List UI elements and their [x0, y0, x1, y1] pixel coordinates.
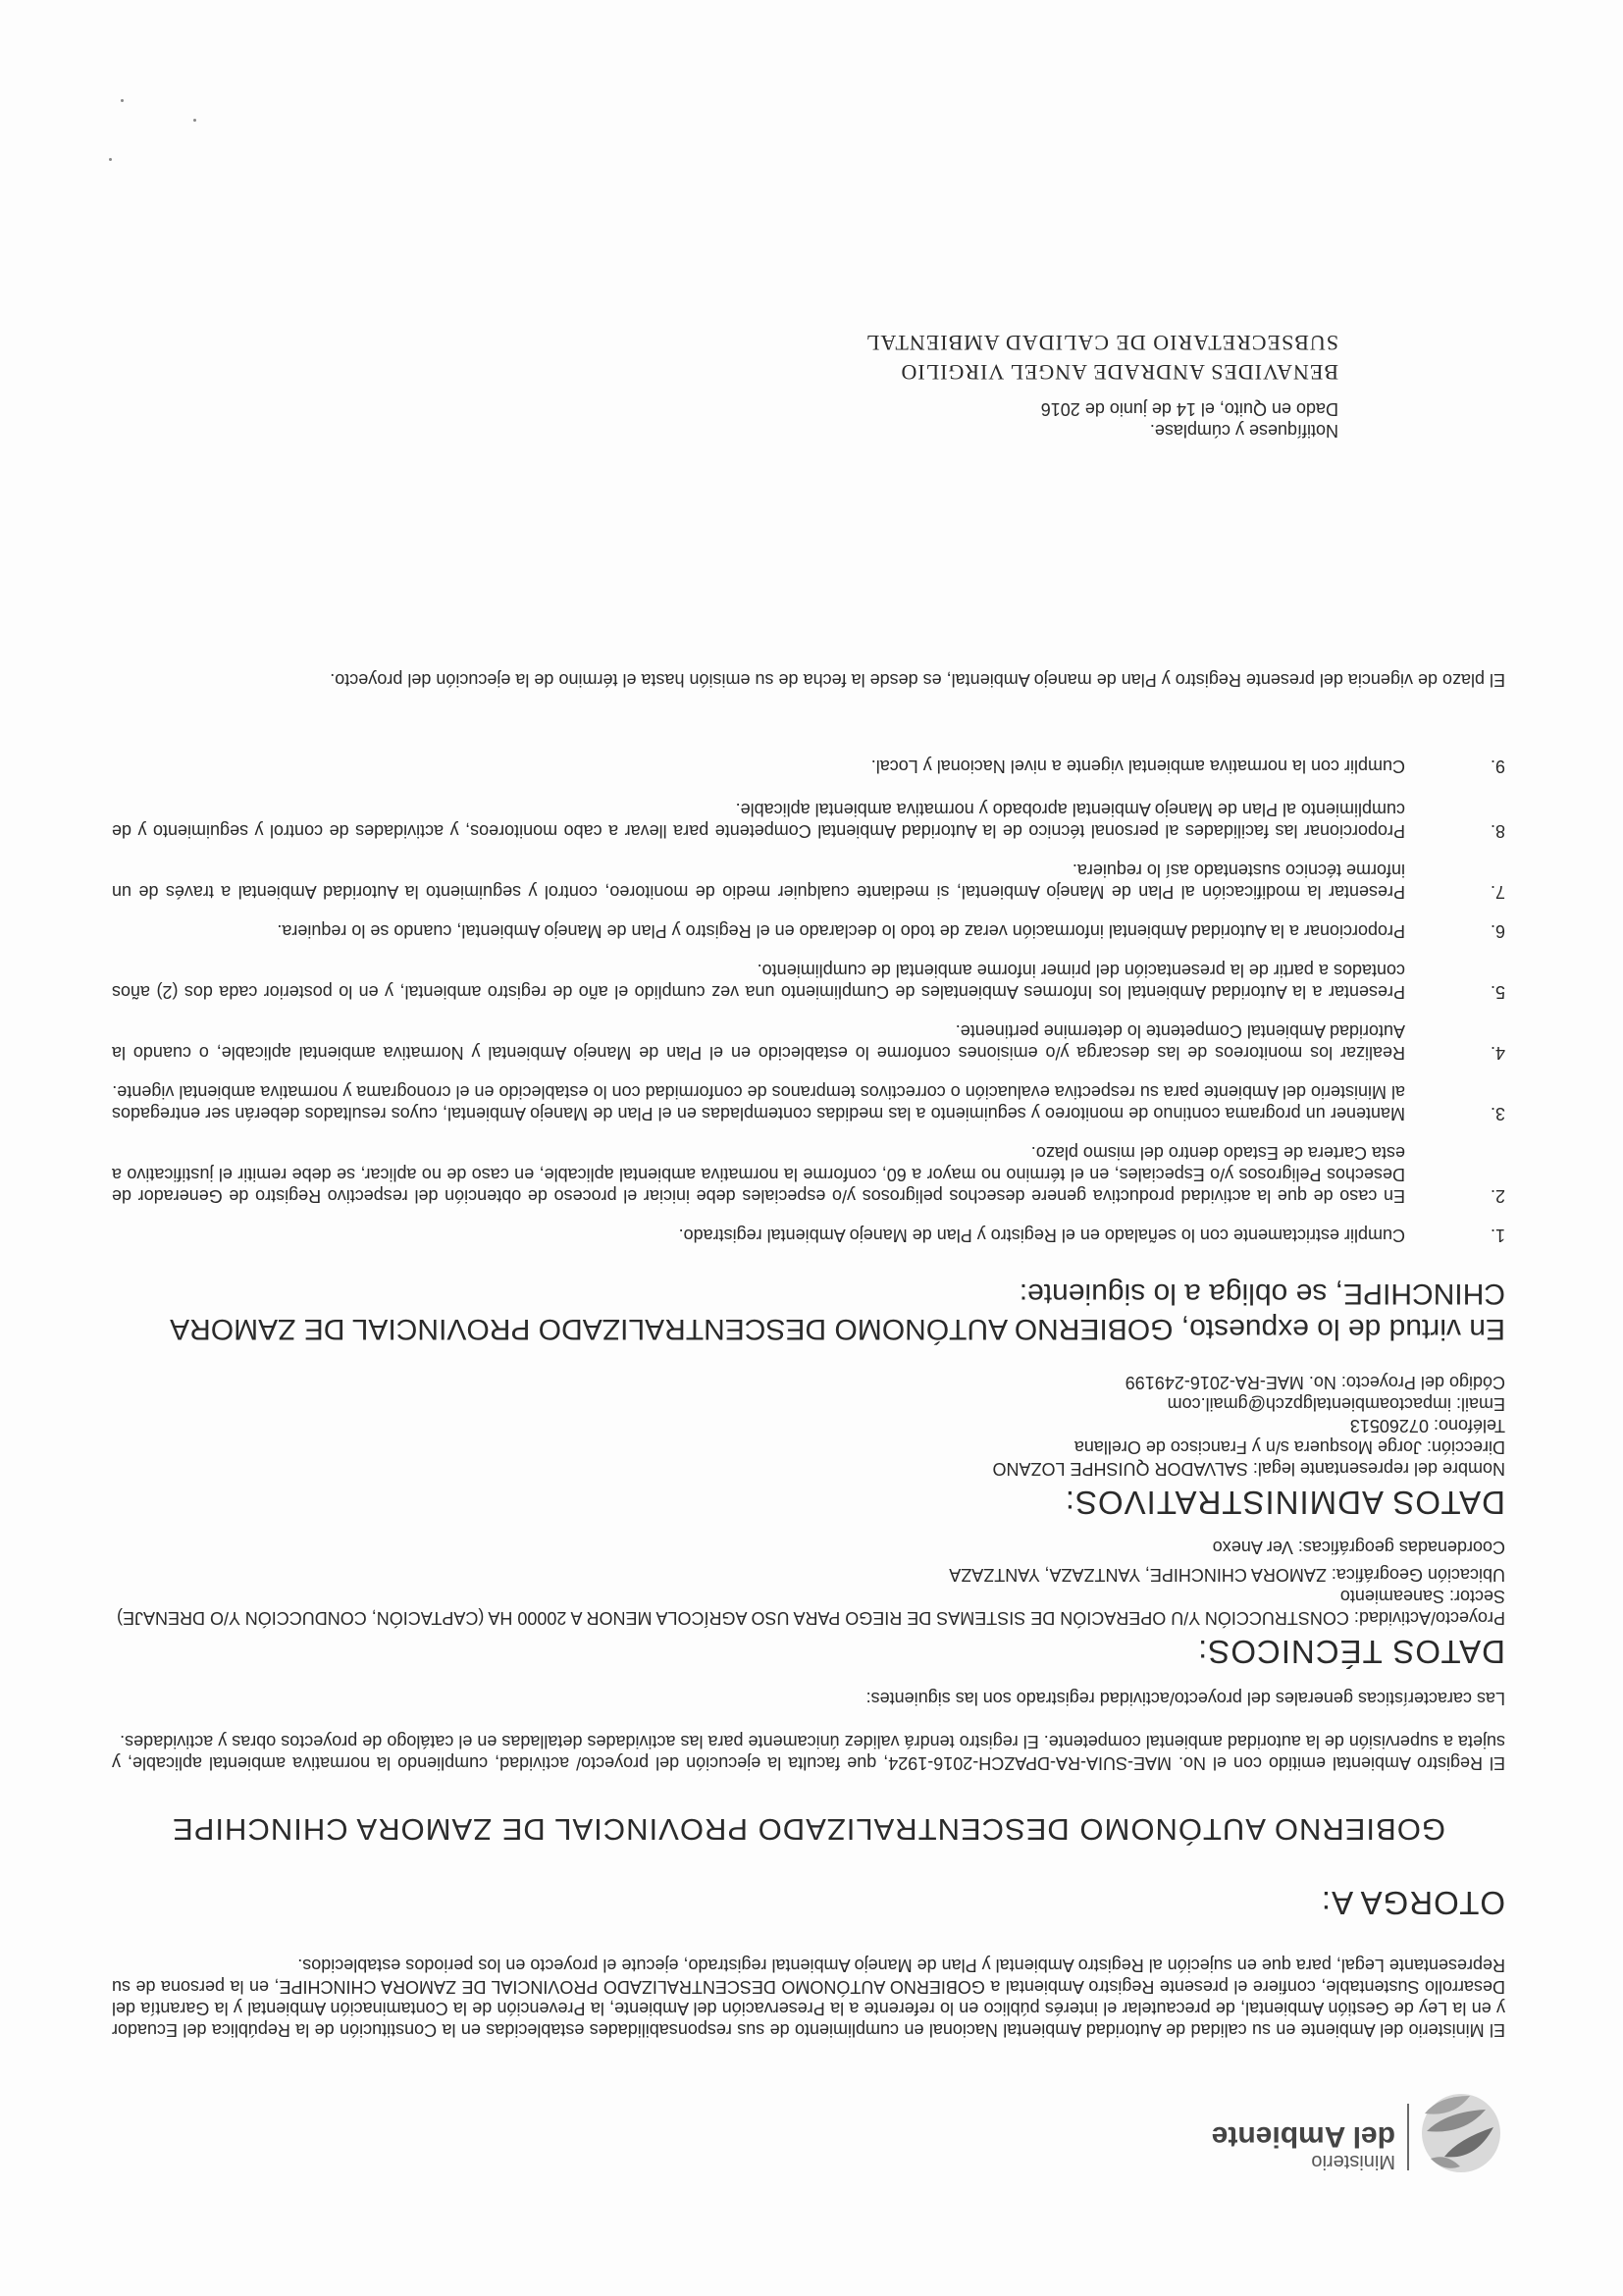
datos-administrativos-heading: DATOS ADMINISTRATIVOS: [1064, 1485, 1505, 1521]
sector-field: Sector: Saneamiento [1339, 1587, 1505, 1606]
list-item [112, 1225, 1505, 1246]
codigo-field: Código del Proyecto: No. MAE-RA-2016-249199 [1125, 1373, 1505, 1392]
list-item-number: 3. [1490, 1104, 1505, 1123]
datos-tecnicos-heading: DATOS TÉCNICOS: [1197, 1634, 1505, 1670]
list-item-number: 5. [1490, 982, 1505, 1002]
otorga-heading: OTORGA A: [1320, 1885, 1505, 1921]
grantee-heading: GOBIERNO AUTÓNOMO DESCENTRALIZADO PROVINCIAL DE ZAMORA CHINCHIPE [172, 1812, 1445, 1847]
list-item [112, 1081, 1505, 1124]
list-item-text: En caso de que la actividad productiva genere desechos peligrosos y/o especiales debe iniciar el proceso de obtención del respectivo Registro de Generador de Desechos Peligrosos y/o Especiales, en el término no mayor a 60, conforme la normativa ambiental aplicable, en caso de no aplicar, se debe remitir el justificativo a esta Cartera de Estado dentro del mismo plazo. [112, 1143, 1405, 1206]
obligations-list [112, 756, 1505, 1246]
signatory-title: SUBSECRETARIO DE CALIDAD AMBIENTAL [864, 331, 1338, 355]
list-item-number: 8. [1490, 821, 1505, 841]
list-item [112, 860, 1505, 903]
scan-speck [193, 119, 196, 122]
email-field: Email: impactoambientalgpzch@gmail.com [1167, 1394, 1505, 1414]
registro-paragraph: El Registro Ambiental emitido con el No. MAE-SUIA-RA-DPAZCH-2016-1924, que faculta la ejecución del proyecto/ actividad, cumpliendo la normativa ambiental aplicable, y sujeta a supervisión de la autoridad ambiental competente. El registro tendrá validez únicamente para las actividades detalladas en el catálogo de proyectos obras y actividades. [112, 1732, 1505, 1773]
coordenadas-field: Coordenadas geográficas: Ver Anexo [1212, 1538, 1505, 1557]
list-item-text: Cumplir estrictamente con lo señalado en el Registro y Plan de Manejo Ambiental registrado. [678, 1226, 1405, 1245]
dado-line: Dado en Quito, el 14 de junio de 2016 [1040, 399, 1338, 419]
scan-speck [121, 99, 124, 102]
proyecto-field: Proyecto/Actividad: CONSTRUCCIÓN Y/U OPERACIÓN DE SISTEMAS DE RIEGO PARA USO AGRÍCOLA MENOR A 20000 HA (CAPTACIÓN, CONDUCCIÓN Y/O DRENAJE) [117, 1608, 1505, 1628]
list-item [112, 799, 1505, 842]
list-item-text: Presentar a la Autoridad Ambiental los Informes Ambientales de Cumplimiento una vez cumplido el año de registro ambiental, y en lo posterior cada dos (2) años contados a partir de la presentación del primer informe ambiental de cumplimiento. [112, 961, 1405, 1002]
telefono-field: Teléfono: 07260513 [1349, 1416, 1505, 1435]
list-item [112, 1020, 1505, 1064]
ministry-logo [112, 2080, 1505, 2178]
logo-text [1212, 2121, 1395, 2172]
intro-paragraph: El Ministerio del Ambiente en su calidad de Autoridad Ambiental Nacional en cumplimiento de sus responsabilidades establecidas en la Constitución de la República del Ecuador y en la Ley de Gestión Ambiental, de precautelar el interés público en lo referente a la Preservación del Ambiente, la Prevención de la Contaminación Ambiental y la Garantía del Desarrollo Sustentable, confiere el presente Registro Ambiental a GOBIERNO AUTÓNOMO DESCENTRALIZADO PROVINCIAL DE ZAMORA CHINCHIPE, en la persona de su Representante Legal, para que en sujeción al Registro Ambiental y Plan de Manejo Ambiental registrado, ejecute el proyecto en los periodos establecidos. [112, 1956, 1505, 2040]
list-item [112, 756, 1505, 777]
list-item-number: 6. [1490, 921, 1505, 941]
leaf-emblem-icon [1417, 2090, 1505, 2178]
obligations-heading: En virtud de lo expuesto, GOBIERNO AUTÓNOMO DESCENTRALIZADO PROVINCIAL DE ZAMORA CHINCHIPE, se obliga a lo siguiente: [171, 1278, 1505, 1345]
notifiquese-line: Notifíquese y cúmplase. [1149, 421, 1338, 441]
direccion-field: Dirección: Jorge Mosquera s/n y Francisco de Orellana [1073, 1437, 1505, 1457]
caracteristicas-paragraph: Las características generales del proyecto/actividad registrado son las siguientes: [865, 1689, 1505, 1708]
list-item-text: Presentar la modificación al Plan de Manejo Ambiental, si mediante cualquier medio de monitoreo, control y seguimiento la Autoridad Ambiental a través de un informe técnico sustentado así lo requiera. [112, 861, 1405, 902]
logo-line-ministerio: Ministerio [1311, 2151, 1395, 2172]
list-item-number: 2. [1490, 1186, 1505, 1206]
ubicacion-field: Ubicación Geográfica: ZAMORA CHINCHIPE, YANTZAZA, YANTZAZA [949, 1565, 1505, 1585]
list-item [112, 920, 1505, 942]
scan-speck [109, 158, 112, 161]
list-item-text: Proporcionar las facilidades al personal técnico de la Autoridad Ambiental Competente para llevar a cabo monitoreos, y actividades de control y seguimiento y de cumplimiento al Plan de Manejo Ambiental aprobado y normativa ambiental aplicable. [112, 800, 1405, 841]
list-item-text: Realizar los monitoreos de las descarga y/o emisiones conforme lo establecido en el Plan de Manejo Ambiental y Normativa ambiental aplicable, o cuando la Autoridad Ambiental Competente lo determine pertinente. [112, 1021, 1405, 1063]
document-content [112, 669, 1505, 2178]
list-item-text: Cumplir con la normativa ambiental vigente a nivel Nacional y Local. [870, 757, 1405, 776]
logo-divider [1407, 2104, 1409, 2170]
list-item-text: Mantener un programa continuo de monitoreo y seguimiento a las medidas contempladas en el Plan de Manejo Ambiental, cuyos resultados deberán ser entregados al Ministerio del Ambiente para su respectiva evaluación o correctivos tempranos de conformidad con lo establecido en el cronograma y normativa ambiental vigente. [112, 1082, 1405, 1123]
list-item-number: 1. [1490, 1226, 1505, 1245]
signatory-name: BENAVIDES ANDRADE ANGEL VIRGILIO [900, 360, 1338, 385]
list-item [112, 960, 1505, 1003]
list-item-number: 9. [1490, 757, 1505, 776]
vigencia-paragraph: El plazo de vigencia del presente Registro y Plan de manejo Ambiental, es desde la fecha de su emisión hasta el término de la ejecución del proyecto. [330, 670, 1505, 690]
logo-line-ambiente: del Ambiente [1211, 2120, 1395, 2153]
closing-block [357, 328, 1338, 442]
list-item-text: Proporcionar a la Autoridad Ambiental información veraz de todo lo declarado en el Registro y Plan de Manejo Ambiental, cuando se lo requiera. [277, 921, 1405, 941]
list-item [112, 1142, 1505, 1207]
list-item-number: 7. [1490, 882, 1505, 902]
representante-field: Nombre del representante legal: SALVADOR QUISHPE LOZANO [992, 1459, 1505, 1479]
list-item-number: 4. [1490, 1043, 1505, 1063]
